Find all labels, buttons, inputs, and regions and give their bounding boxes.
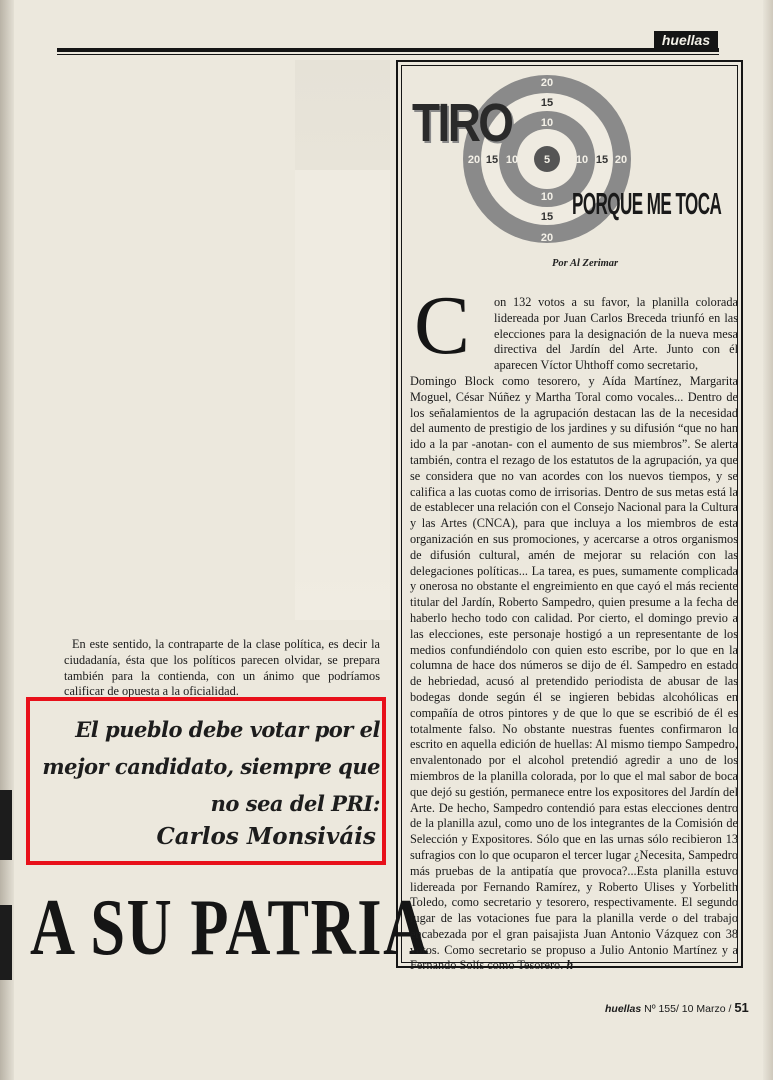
- page-footer: [605, 1000, 749, 1015]
- footer-magazine: huellas: [605, 1003, 642, 1015]
- article-column-inner-border: [401, 65, 738, 973]
- quote-author: Carlos Monsiváis: [156, 823, 376, 850]
- bleed-fragment: [0, 905, 12, 980]
- target-number: 15: [540, 97, 554, 109]
- article-column: [396, 60, 743, 973]
- article-body: [410, 374, 738, 974]
- article-body-text: Domingo Block como tesorero, y Aída Martínez, Margarita Moguel, César Núñez y Martha Toral como vocales... Dentro de los señalamientos de la agrupación destacan las de la necesidad del aumento de prestigio de los jardines y su difusión “que no han ido a la par -anotan- con el aumento de sus miembros”. Se alerta también, contra el rezago de los estatutos de la agrupación, ya que se considera que no van acordes con los nuevos tiempos, y se califica a las cuotas como de irrisorias. Dentro de sus metas está la de establecer una relación con el Consejo Nacional para la Cultura y las Artes (CNCA), para que incluya a los miembros de esta organización en sus promociones, y acercarse a otros organismos de difusión cultural, amén de mejorar su relación con las delegaciones políticas... La tarea, es pues, sumamente complicada y onerosa no obstante el engreimiento en que cayó el más reciente titular del Jardín, Roberto Sampedro, quien presume a la fecha de haberlo hecho todo con calidad. Por cierto, el domingo previo a las elecciones, este personaje hostigó a un representante de los medios confundiéndolo con quien esto escribe, por lo que en la columna de hace dos números se dijo de él. Sampedro en estado de hebriedad, acusó al pretendido periodista de abusar de las bodegas donde según él se ingieren bebidas alcohólicas en compañía de otros pintores y de que lo que se escribió de él es totalmente falso. No obstante nuestras fuentes confirmaron lo escrito en aquella edición de huellas: Al mismo tiempo Sampedro, envalentonado por el alcohol pretendió agredir a uno de los miembros de la planilla colorada, por lo que el mal sabor de boca que dejó su gestión, permanece entre los expositores del Jardín del Arte. De hecho, Sampedro contendió para estas elecciones dentro de la planilla azul, como uno de los integrantes de la Comisión de Selección y Expositores. Sólo que en las urnas sólo recibieron 13 sufragios con lo que ocuparon el tercer lugar ¿Necesita, Sampedro más pruebas de la antipatía que provoca?...Esta planilla estuvo lidereada por Fernando Ramírez, y Roberto Ulises y Yorbelith Toledo, como secretario y tesorero, respectivamente. El segundo lugar de las votaciones fue para la planilla verde o del trabajo encabezada por el gran paisajista Juan Antonio Vázquez con 38 votos. Como secretario se propuso a Julio Antonio Martínez y a Fernando Solís como Tesorero.: [410, 374, 738, 973]
- end-mark: h: [566, 958, 574, 973]
- article-body-start: on 132 votos a su favor, la planilla colorada lidereada por Juan Carlos Breceda triunfó en las elecciones para la designación de la nueva mesa directiva del Jardín del Arte. Junto con él aparecen Víctor Uhthoff como secretario,: [494, 295, 738, 373]
- target-number: 20: [540, 232, 554, 244]
- target-number: 15: [485, 154, 499, 166]
- target-number: 10: [540, 191, 554, 203]
- intro-paragraph: En este sentido, la contraparte de la clase política, es decir la ciudadanía, ésta que los políticos parecen olvidar, se prepara también para la contienda, con un ánimo que podríamos calificar de opuesta a la oficialidad.: [64, 637, 380, 699]
- target-number: 20: [467, 154, 481, 166]
- section-tag: huellas: [654, 31, 718, 49]
- target-number: 15: [595, 154, 609, 166]
- target-number: 10: [540, 117, 554, 129]
- quote-text: El pueblo debe votar por el mejor candidato, siempre que no sea del PRI:: [42, 717, 380, 816]
- drop-cap: C: [414, 279, 471, 372]
- target-number: 10: [575, 154, 589, 166]
- article-title: TIRO: [412, 93, 512, 153]
- target-number: 15: [540, 211, 554, 223]
- target-number: 10: [505, 154, 519, 166]
- article-subtitle: PORQUE ME TOCA: [572, 186, 722, 221]
- faded-photo-area: [295, 170, 390, 550]
- footer-issue: Nº 155/ 10 Marzo /: [644, 1003, 732, 1015]
- target-number: 20: [614, 154, 628, 166]
- page-number: 51: [734, 1000, 749, 1015]
- target-number: 5: [543, 154, 551, 166]
- header-rule-thin: [57, 54, 719, 55]
- page-edge-shadow: [763, 0, 773, 1080]
- header-rule: [57, 48, 719, 52]
- headline: A SU PATRIA: [30, 884, 430, 972]
- bleed-fragment: [0, 790, 12, 860]
- target-number: 20: [540, 77, 554, 89]
- byline: Por Al Zerimar: [552, 258, 619, 269]
- quote-box: [26, 697, 386, 865]
